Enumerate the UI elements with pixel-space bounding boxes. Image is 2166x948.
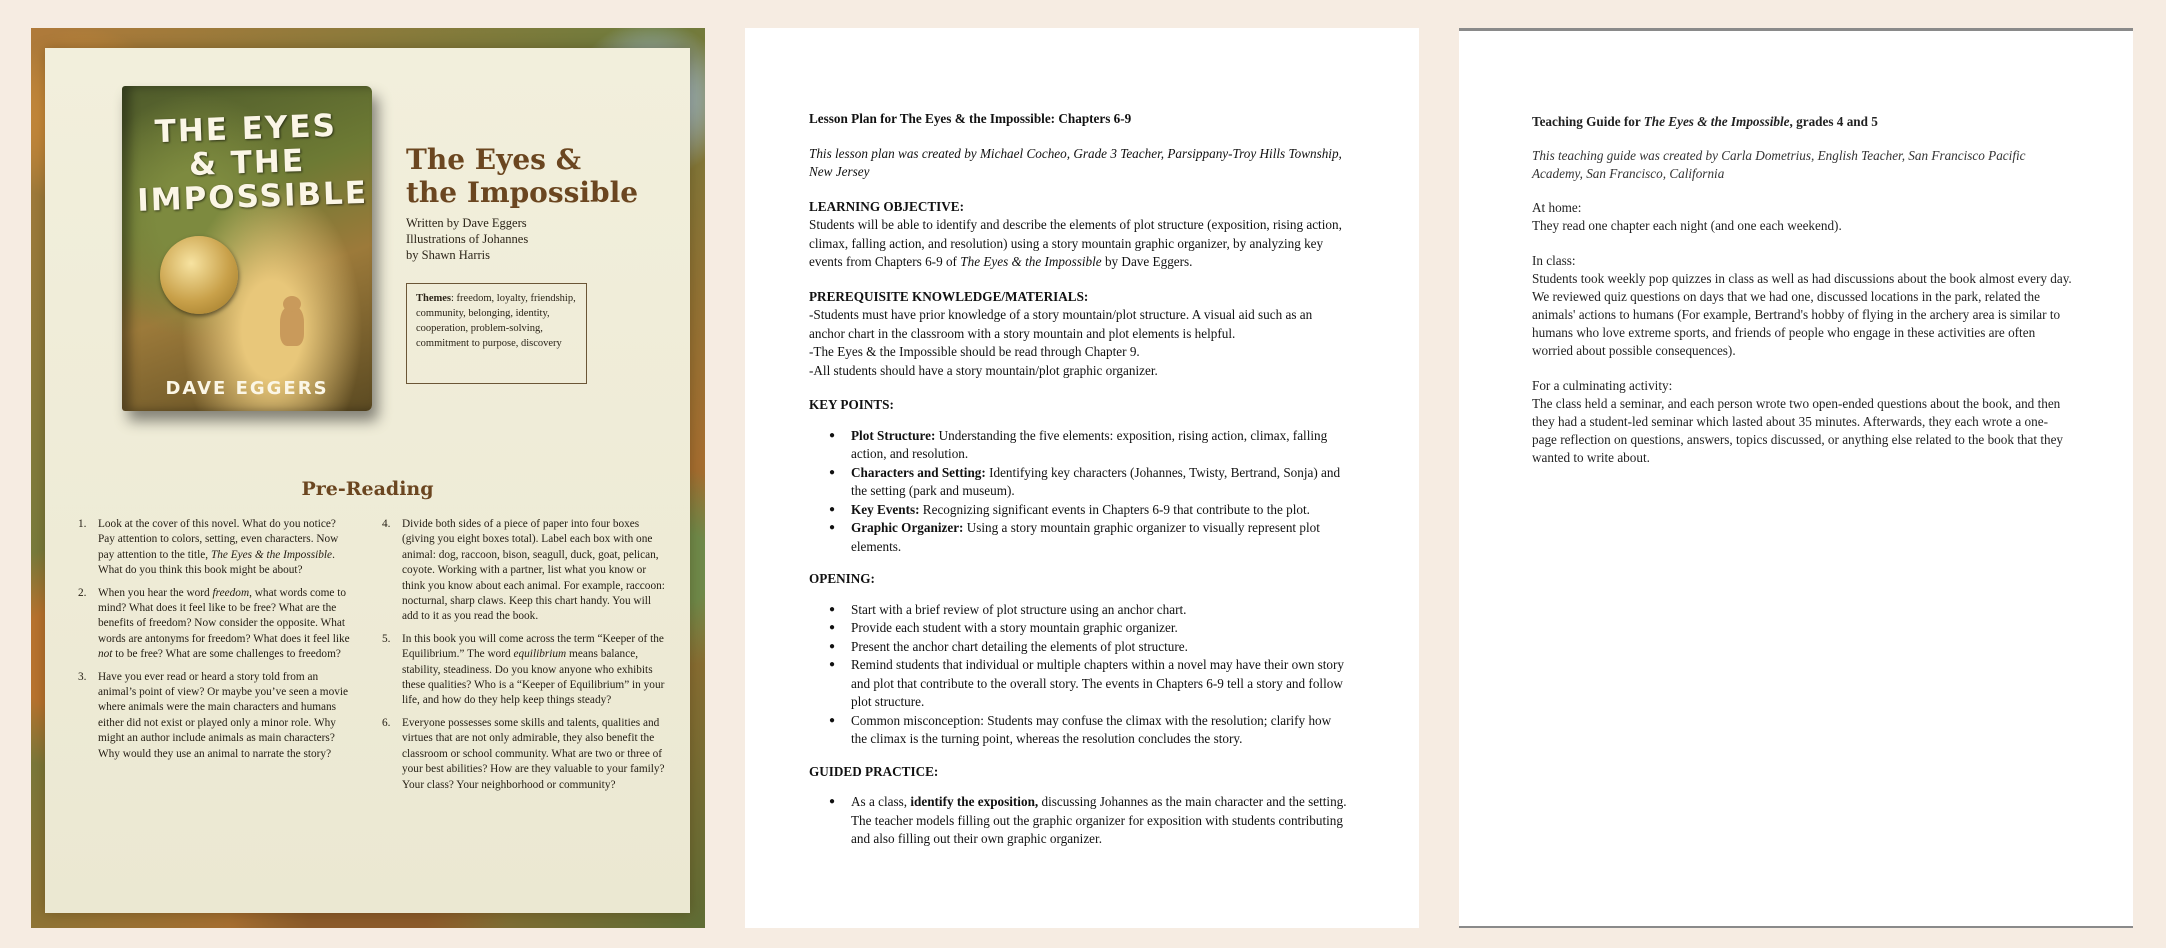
- question-text-italic: The Eyes & the Impossible: [210, 548, 333, 561]
- book-cover-title-line-1: THE EYES: [154, 107, 338, 151]
- question-text-italic: not: [98, 648, 113, 661]
- question-item: [382, 517, 665, 625]
- question-text: In this book you will come across the term “Keeper of the Equilibrium.” The word: [402, 632, 664, 661]
- question-item: [78, 670, 350, 762]
- teaching-guide-body: [1532, 113, 2072, 484]
- keypoint-text: Recognizing significant events in Chapters 6-9 that contribute to the plot.: [919, 501, 1310, 517]
- objective-text-part: by Dave Eggers.: [1101, 254, 1193, 269]
- themes-box: [406, 283, 587, 384]
- question-number: 3.: [78, 670, 87, 683]
- prereq-heading: PREREQUISITE KNOWLEDGE/MATERIALS:: [809, 288, 1089, 304]
- themes-text: : freedom, loyalty, friendship, community, belonging, identity, cooperation, problem-solving, commitment to purpose, discovery: [416, 293, 576, 349]
- at-home-section: [1532, 199, 2072, 235]
- book-cover-title-line-2: & THE: [188, 142, 306, 184]
- prereq-text: [809, 306, 1349, 380]
- guided-bold-text: identify the exposition,: [910, 794, 1039, 809]
- lesson-plan-title: Lesson Plan for The Eyes & the Impossible: Chapters 6-9: [809, 111, 1132, 126]
- question-number: 1.: [78, 518, 87, 530]
- list-item: ● Remind students that individual or multiple chapters within a novel may have their own story and plot that contribute to the overall story. The events in Chapters 6-9 tell a story and follow plot structure.: [809, 656, 1349, 712]
- objective-book-title: The Eyes & the Impossible: [960, 254, 1102, 269]
- title-book: The Eyes & the Impossible: [1643, 114, 1790, 129]
- guided-text: discussing Johannes as the main character and the setting. The teacher models filling out the graphic organizer for exposition with students contributing and also filling out their own graphic organizer.: [851, 794, 1347, 846]
- question-item: [78, 517, 350, 579]
- dog-illustration-icon: [280, 306, 304, 346]
- list-item: ● Start with a brief review of plot structure using an anchor chart.: [809, 601, 1349, 620]
- question-text-italic: equilibrium: [513, 648, 567, 661]
- credit-line: Illustrations of Johannes: [406, 232, 529, 246]
- keypoint-text: Understanding the five elements: exposition, rising action, climax, falling action, and resolution.: [851, 427, 1328, 461]
- question-text: Everyone possesses some skills and talents, qualities and virtues that are not only admirable, they also benefit the classroom or school community. What are two or three of your best abilities? How are they valuable to your family? Your class? Your neighborhood or community?: [402, 716, 665, 791]
- question-item: [382, 632, 665, 709]
- in-class-heading: In class:: [1532, 253, 1576, 268]
- guided-heading: GUIDED PRACTICE:: [809, 763, 939, 779]
- book-title: [406, 143, 666, 209]
- keypoint-label: Key Events:: [851, 501, 920, 517]
- keypoint-text: Identifying key characters (Johannes, Twisty, Bertrand, Sonja) and the setting (park and museum).: [851, 464, 1341, 498]
- keypoints-heading: KEY POINTS:: [809, 397, 894, 412]
- lesson-plan-byline: This lesson plan was created by Michael Cocheo, Grade 3 Teacher, Parsippany-Troy Hills Township, New Jersey: [809, 145, 1342, 179]
- title-part: , grades 4 and 5: [1789, 114, 1878, 129]
- question-text: means balance, stability, steadiness. Do you know anyone who exhibits these qualities? Who is a “Keeper of Equilibrium” in your life, and how do they help keep things steady?: [402, 648, 665, 707]
- list-item: ● Present the anchor chart detailing the elements of plot structure.: [809, 638, 1349, 657]
- question-number: 6.: [382, 716, 391, 729]
- book-cover-image: [122, 86, 372, 411]
- keypoint-label: Graphic Organizer:: [851, 520, 964, 535]
- culminating-text: The class held a seminar, and each person wrote two open-ended questions about the book, and then they had a student-led seminar which lasted about 35 minutes. Afterwards, they each wrote a one-page reflection on questions, answers, topics discussed, or anything else related to the book that they wanted to write about.: [1532, 396, 2064, 465]
- question-item: [78, 586, 350, 663]
- objective-text: [809, 216, 1349, 272]
- question-text: , what words come to mind? What does it feel like to be free? What are the benefits of freedom? Now consider the opposite. What words are antonyms for freedom? What does it feel like: [98, 586, 350, 645]
- keypoints-list: [809, 427, 1349, 557]
- objective-text-part: Students will be able to identify and describe the elements of plot structure (exposition, rising action, climax, falling action, and resolution) using a story mountain graphic organizer, by analyzing key events from Chapters 6-9 of: [809, 217, 1342, 269]
- question-item: [382, 716, 665, 793]
- at-home-text: They read one chapter each night (and one each weekend).: [1532, 218, 1842, 233]
- book-cover-title: [134, 107, 369, 219]
- questions-left-column: [78, 517, 350, 769]
- culminating-section: [1532, 377, 2072, 467]
- list-item: [809, 427, 1349, 464]
- question-text: Look at the cover of this novel. What do you notice? Pay attention to colors, setting, even characters. Now pay attention to the title,: [98, 518, 339, 561]
- in-class-text: Students took weekly pop quizzes in class as well as had discussions about the book almost every day. We reviewed quiz questions on days that we had one, discussed locations in the park, related the animals' actions to humans (For example, Bertrand's hobby of flying in the archery area is similar to humans who love extreme sports, and friends of people who engage in these activities are often worried about possible consequences).: [1532, 271, 2072, 358]
- pre-reading-heading: Pre-Reading: [301, 478, 434, 500]
- credit-line: by Shawn Harris: [406, 248, 491, 262]
- book-title-line-2: the Impossible: [406, 176, 639, 209]
- themes-label: Themes: [416, 293, 451, 304]
- lesson-plan-body: [809, 110, 1349, 863]
- guided-list: [809, 793, 1349, 849]
- keypoint-label: Characters and Setting:: [851, 464, 986, 480]
- book-cover-author: DAVE EGGERS: [165, 378, 329, 399]
- list-item: [809, 793, 1349, 849]
- prereq-line: -The Eyes & the Impossible should be read through Chapter 9.: [809, 344, 1140, 359]
- question-text: to be free? What are some challenges to freedom?: [112, 648, 341, 661]
- keypoint-label: Plot Structure:: [851, 427, 936, 443]
- question-number: 4.: [382, 518, 391, 530]
- book-credits: [406, 215, 646, 263]
- book-title-line-1: The Eyes &: [406, 143, 581, 176]
- page-3-teaching-guide: [1459, 28, 2133, 928]
- list-item: [809, 501, 1349, 520]
- opening-list: [809, 601, 1349, 749]
- book-cover-title-line-3: IMPOSSIBLE: [136, 174, 369, 219]
- page-1-content: [45, 48, 690, 913]
- list-item: ● Provide each student with a story mountain graphic organizer.: [809, 619, 1349, 638]
- question-text: . What do you think this book might be about?: [98, 548, 335, 577]
- prereq-line: -Students must have prior knowledge of a story mountain/plot structure. A visual aid such as an anchor chart in the classroom with a story mountain and plot elements is helpful.: [809, 307, 1313, 341]
- culminating-heading: For a culminating activity:: [1532, 378, 1673, 393]
- title-part: Teaching Guide for: [1532, 114, 1644, 129]
- award-medal-icon: [160, 236, 238, 314]
- teaching-guide-title: [1532, 113, 2072, 131]
- questions-right-column: [382, 517, 665, 800]
- keypoint-text: Using a story mountain graphic organizer to visually represent plot elements.: [851, 520, 1320, 554]
- opening-heading: OPENING:: [809, 571, 875, 586]
- list-item: [809, 519, 1349, 556]
- question-text: Have you ever read or heard a story told from an animal’s point of view? Or maybe you’ve seen a movie where animals were the main characters and humans either did not exist or played only a minor role. Why might an author include animals as main characters? Why would they use an animal to narrate the story?: [98, 670, 349, 760]
- objective-heading: LEARNING OBJECTIVE:: [809, 198, 964, 214]
- question-text: Divide both sides of a piece of paper into four boxes (giving you eight boxes total). Label each box with one animal: dog, raccoon, bison, seagull, duck, goat, pelican, coyote. Working with a partner, list what you know or think you know about each animal. For example, raccoon: nocturnal, sharp claws. Keep this chart handy. You will add to it as you read the book.: [402, 518, 665, 623]
- at-home-heading: At home:: [1532, 200, 1582, 215]
- list-item: ● Common misconception: Students may confuse the climax with the resolution; clarify how the climax is the turning point, whereas the resolution concludes the story.: [809, 712, 1349, 749]
- question-text-italic: freedom: [212, 586, 250, 599]
- list-item: [809, 464, 1349, 501]
- page-1-book-guide: [31, 28, 705, 928]
- in-class-section: [1532, 252, 2072, 360]
- credit-line: Written by Dave Eggers: [406, 216, 527, 230]
- question-number: 5.: [382, 632, 391, 645]
- prereq-line: -All students should have a story mountain/plot graphic organizer.: [809, 362, 1158, 378]
- page-2-lesson-plan: [745, 28, 1419, 928]
- question-text: When you hear the word: [98, 586, 213, 599]
- question-number: 2.: [78, 586, 87, 599]
- guided-text: As a class,: [851, 794, 911, 809]
- teaching-guide-byline: This teaching guide was created by Carla Dometrius, English Teacher, San Francisco Pacific Academy, San Francisco, California: [1532, 148, 2026, 181]
